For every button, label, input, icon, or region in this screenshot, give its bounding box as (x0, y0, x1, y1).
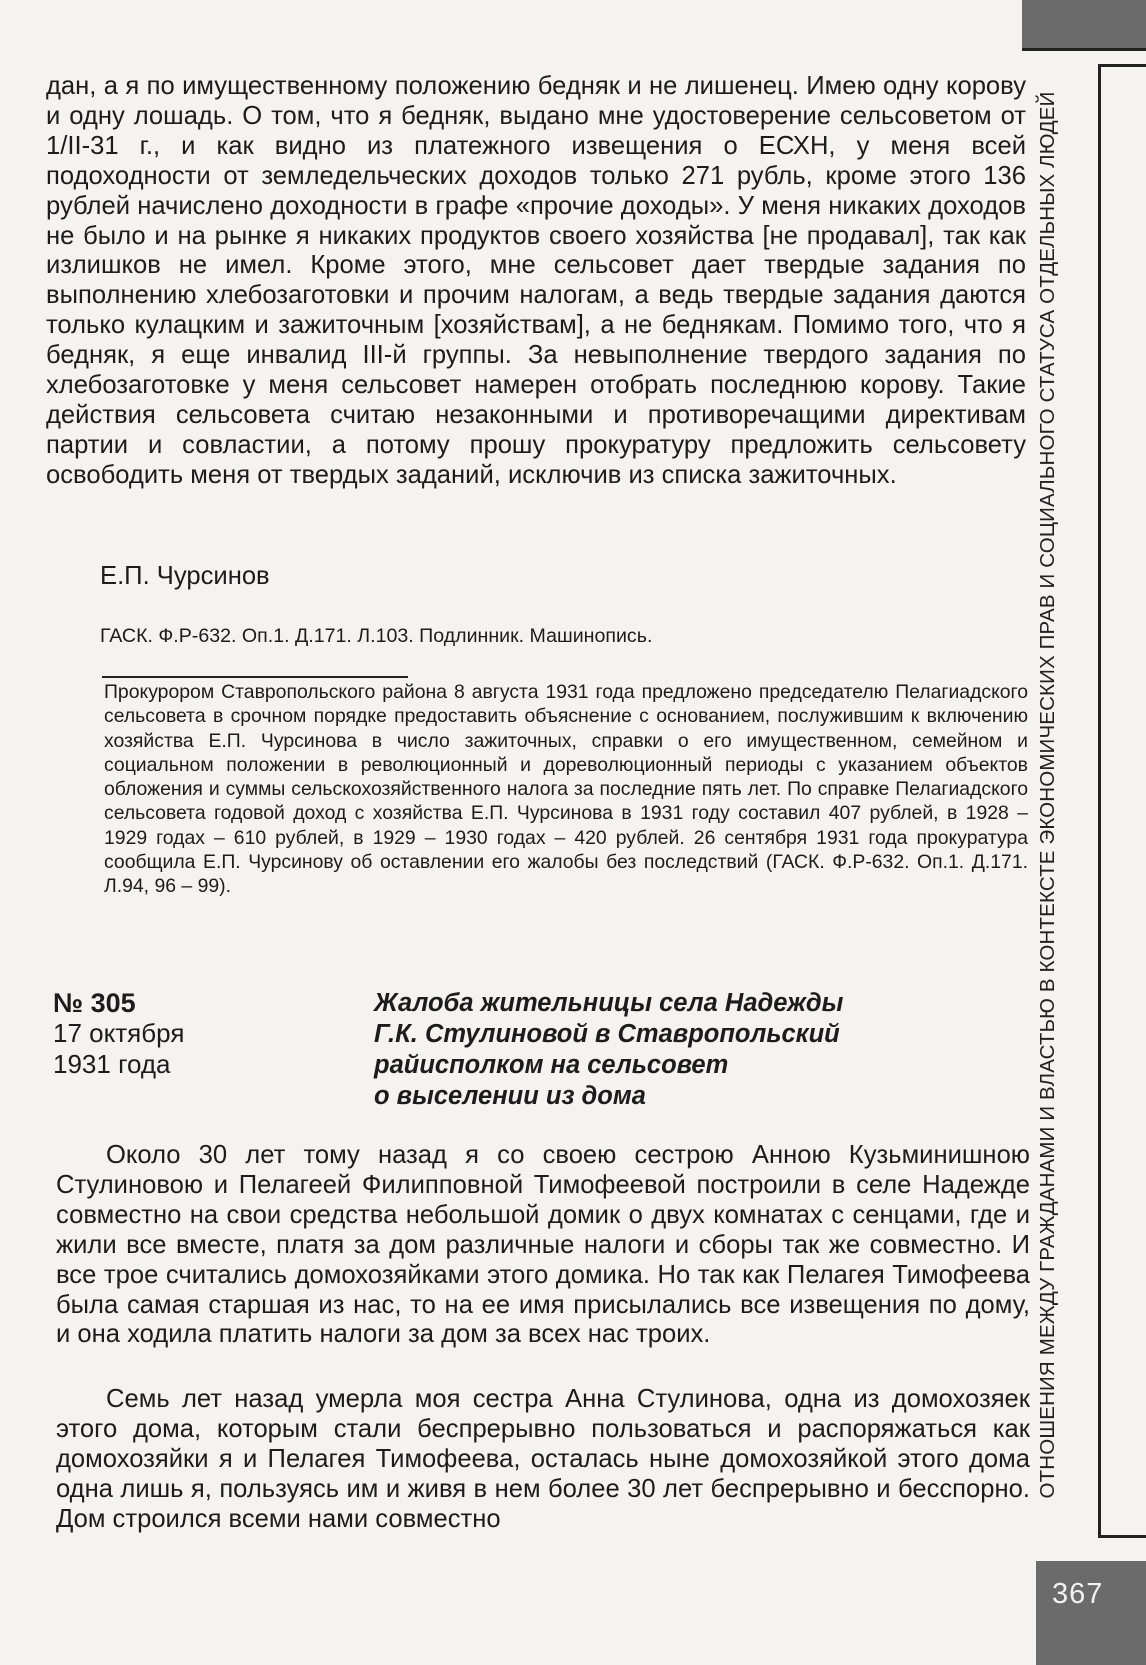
footnote-divider (102, 676, 408, 678)
footnote: Прокурором Ставропольского района 8 августа 1931 года предложено председателю Пелагиадского сельсовета в срочном порядке предоставить объяснение с основанием, послужившим к включению хозяйства Е.П. Чурсинова в число зажиточных, справки о его имущественном, семейном и социальном положении в революционный и дореволюционный периоды с указанием объектов обложения и суммы сельскохозяйственного налога за последние пять лет. По справке Пелагиадского сельсовета годовой доход с хозяйства Е.П. Чурсинова в 1931 году составил 407 рублей, в 1928 – 1929 годах – 610 рублей, в 1929 – 1930 годах – 420 рублей. 26 сентября 1931 года прокуратура сообщила Е.П. Чурсинову об оставлении его жалобы без последствий (ГАСК. Ф.Р-632. Оп.1. Д.171. Л.94, 96 – 99). (104, 681, 1028, 898)
continuation-paragraph: дан, а я по имущественному положению бедняк и не лишенец. Имею одну корову и одну лошадь. О том, что я бедняк, выдано мне удостоверение сельсоветом от 1/II-31 г., и как видно из платежного извещения о ЕСХН, у меня всей подоходности от земледельческих доходов только 271 рубль, кроме этого 136 рублей начислено доходности в графе «прочие доходы». У меня никаких доходов не было и на рынке я никаких продуктов своего хозяйства [не продавал], так как излишков не имел. Кроме этого, мне сельсовет дает твердые задания по выполнению хлебозаготовки и прочим налогам, а ведь твердые задания даются только кулацким и зажиточным [хозяйствам], а не беднякам. Помимо того, что я бедняк, я еще инвалид III-й группы. За невыполнение твердого задания по хлебозаготовке у меня сельсовет намерен отобрать последнюю корову. Такие действия сельсовета считаю незаконными и противоречащими директивам партии и совластии, а потому прошу прокуратуру предложить сельсовету освободить меня от твердых заданий, исключив из списка зажиточных. (46, 72, 1026, 489)
document-title (374, 988, 934, 1112)
page-number-tab (1036, 1561, 1146, 1665)
corner-tab-top (1022, 0, 1146, 51)
document-paragraph: Около 30 лет тому назад я со своею сестрою Анною Кузьминишною Стулиновою и Пелагеей Филипповной Тимофеевой построили в селе Надежде совместно на свои средства небольшой домик о двух комнатах с сенцами, где и жили все вместе, платя за дом различные налоги и сборы так же совместно. И все трое считались домохозяйками этого домика. Но так как Пелагея Тимофеева была самая старшая из нас, то на ее имя присылались все извещения по дому, и она ходила платить налоги за дом за всех нас троих. (56, 1141, 1030, 1349)
document-paragraph: Семь лет назад умерла моя сестра Анна Стулинова, одна из домохозяек этого дома, которым стали беспрерывно пользоваться и распоряжаться как домохозяйки я и Пелагея Тимофеева, осталась ныне домохозяйкой этого дома одна лишь я, пользуясь им и живя в нем более 30 лет беспрерывно и бесспорно. Дом строился всеми нами совместно (56, 1385, 1030, 1533)
side-frame (1098, 64, 1146, 1538)
signature: Е.П. Чурсинов (100, 562, 270, 590)
document-title-line: о выселении из дома (374, 1082, 646, 1110)
archive-source: ГАСК. Ф.Р-632. Оп.1. Д.171. Л.103. Подлинник. Машинопись. (100, 625, 653, 647)
page-number: 367 (1052, 1578, 1104, 1610)
document-date-line: 1931 года (53, 1049, 171, 1079)
running-head-text: ОТНОШЕНИЯ МЕЖДУ ГРАЖДАНАМИ И ВЛАСТЬЮ В КОНТЕКСТЕ ЭКОНОМИЧЕСКИХ ПРАВ И СОЦИАЛЬНОГО СТАТУСА ОТДЕЛЬНЫХ ЛЮДЕЙ (1036, 91, 1059, 1499)
document-title-line: Г.К. Стулиновой в Ставропольский (374, 1020, 840, 1048)
document-date (53, 1018, 184, 1080)
document-title-line: райисполком на сельсовет (374, 1051, 729, 1079)
document-date-line: 17 октября (53, 1018, 185, 1048)
document-title-line: Жалоба жительницы села Надежды (374, 989, 844, 1017)
document-number: № 305 (53, 988, 136, 1018)
